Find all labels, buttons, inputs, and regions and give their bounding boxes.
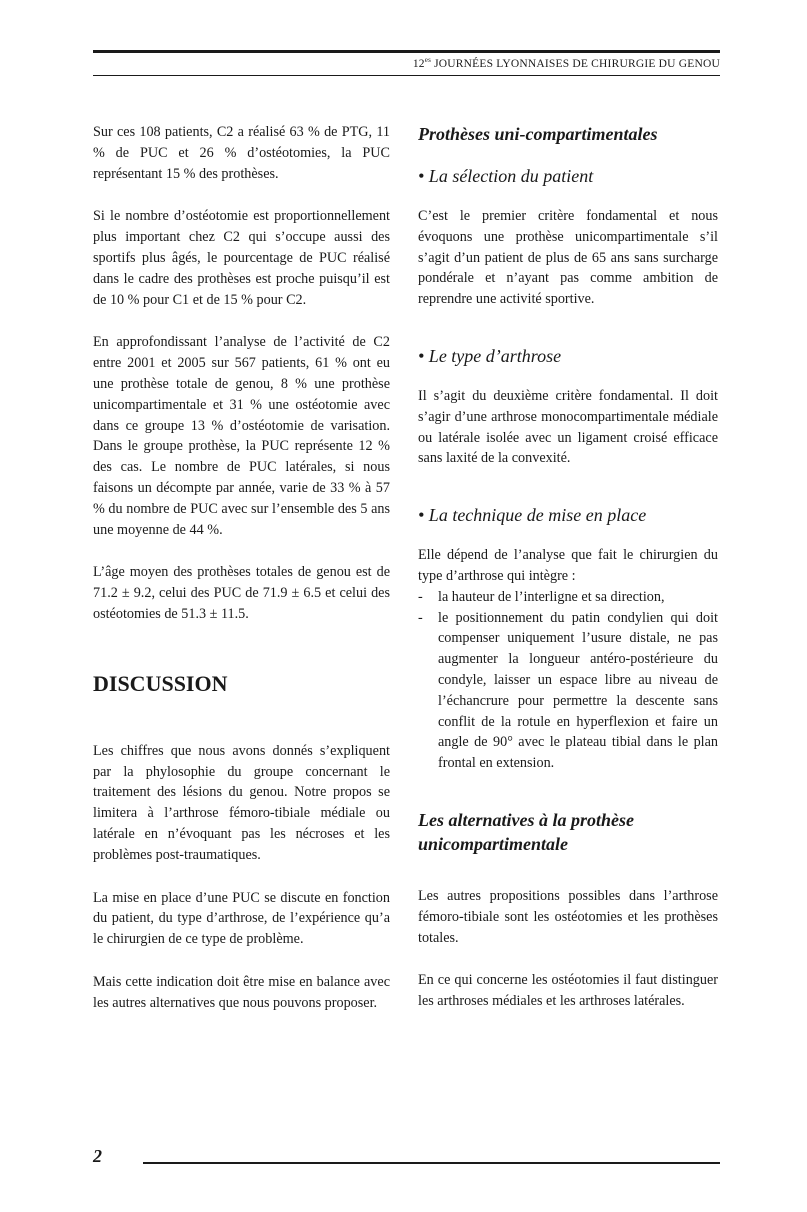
bullet-heading-selection: • La sélection du patient xyxy=(418,166,594,186)
paragraph: Sur ces 108 patients, C2 a réalisé 63 % de PTG, 11 % de PUC et 26 % d’ostéotomies, la PUC représentant 15 % des prothèses. xyxy=(93,124,390,182)
header-rule-bottom xyxy=(93,75,720,76)
paragraph: Il s’agit du deuxième critère fondamental. Il doit s’agir d’une arthrose monocompartimentale médiale ou latérale isolée avec un ligament croisé efficace sans laxité de la convexité. xyxy=(418,387,718,467)
dash-marker: - xyxy=(418,609,423,626)
header-rule-top xyxy=(93,50,720,53)
paragraph: La mise en place d’une PUC se discute en fonction du patient, du type d’arthrose, de l’expérience qu’a le chirurgien de ce type de problème. xyxy=(93,889,390,948)
list-item xyxy=(418,608,718,774)
list-item-text: la hauteur de l’interligne et sa direction, xyxy=(438,588,665,605)
dash-list xyxy=(418,587,718,774)
paragraph: Mais cette indication doit être mise en balance avec les autres alternatives que nous pouvons proposer. xyxy=(93,973,390,1011)
paragraph: Elle dépend de l’analyse que fait le chirurgien du type d’arthrose qui intègre : xyxy=(418,547,718,584)
paragraph: L’âge moyen des prothèses totales de genou est de 71.2 ± 9.2, celui des PUC de 71.9 ± 6.5 et celui des ostéotomies de 51.3 ± 11.5. xyxy=(93,564,390,622)
footer-rule xyxy=(143,1162,720,1164)
section-heading-discussion: DISCUSSION xyxy=(93,670,228,696)
right-column xyxy=(418,122,718,1034)
list-item-text: le positionnement du patin condylien qui doit compenser uniquement l’usure distale, ne pas augmenter la longueur antéro-postérieure du condyle, laisser un espace libre au niveau de l’échancrure pour permettre la descente sans conflit de la rotule en hyperflexion et faire un angle de 90° avec le plateau tibial dans le plan frontal en extension. xyxy=(438,609,718,772)
left-column xyxy=(93,122,390,1036)
paragraph: Si le nombre d’ostéotomie est proportionnellement plus important chez C2 qui s’occupe aussi des sportifs plus âgés, le pourcentage de PUC réalisé dans le cadre des prothèses est proche puisqu’il est de 10 % pour C1 et de 15 % pour C2. xyxy=(93,208,390,308)
paragraph: C’est le premier critère fondamental et nous évoquons une prothèse unicompartimentale s’il s’agit d’un patient de plus de 65 ans sans surcharge pondérale et n’ayant pas comme ambition de reprendre une activité sportive. xyxy=(418,208,718,308)
paragraph: Les chiffres que nous avons donnés s’expliquent par la phylosophie du groupe concernant le traitement des lésions du genou. Notre propos se limitera à l’arthrose fémoro-tibiale médiale ou latérale en n’évoquant pas les nécroses et les problèmes post-traumatiques. xyxy=(93,742,390,863)
bullet-heading-type: • Le type d’arthrose xyxy=(418,345,562,366)
subheading-protheses-uni: Prothèses uni-compartimentales xyxy=(418,124,658,144)
running-header xyxy=(413,56,720,70)
header-prefix: 12 xyxy=(412,57,425,70)
dash-marker: - xyxy=(418,588,423,605)
paragraph: En approfondissant l’analyse de l’activité de C2 entre 2001 et 2005 sur 567 patients, 61 % ont eu une prothèse totale de genou, 8 % une prothèse unicompartimentale et 31 % une ostéotomie avec dans ce groupe 13 % d’ostéotomie de varisation. Dans le groupe prothèse, la PUC représente 12 % des cas. Le nombre de PUC latérales, si nous faisons un décompte par année, varie de 33 % à 57 % du nombre de PUC avec sur l’ensemble des 5 ans une moyenne de 44 %. xyxy=(93,334,390,538)
header-title: JOURNÉES LYONNAISES DE CHIRURGIE DU GENOU xyxy=(431,57,720,70)
header-superscript: es xyxy=(424,56,431,64)
bullet-heading-technique: • La technique de mise en place xyxy=(418,505,647,526)
paragraph: En ce qui concerne les ostéotomies il faut distinguer les arthroses médiales et les arthroses latérales. xyxy=(418,972,718,1010)
paragraph: Les autres propositions possibles dans l’arthrose fémoro-tibiale sont les ostéotomies et les prothèses totales. xyxy=(418,887,718,946)
page-number: 2 xyxy=(93,1146,102,1166)
subheading-alternatives: Les alternatives à la prothèse unicompartimentale xyxy=(418,809,634,854)
list-item xyxy=(418,587,718,608)
